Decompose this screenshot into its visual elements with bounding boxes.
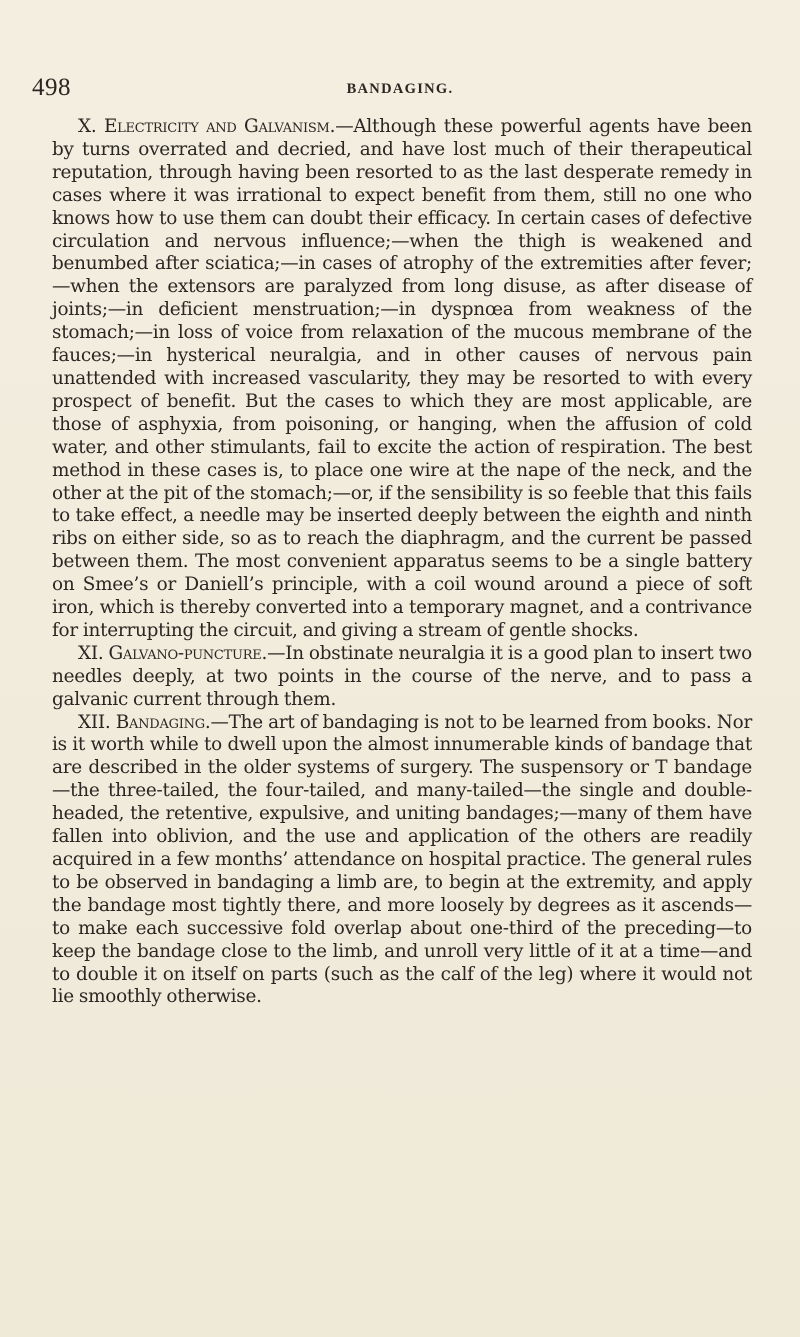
paragraph-text: —In obstinate neuralgia it is a good plan to insert two needles deeply, at two points in the course of the nerve, and to pass a galvanic current through them. (52, 642, 752, 710)
section-number: XI. (78, 642, 104, 664)
paragraph-electricity (52, 116, 752, 643)
section-number: XII. (78, 711, 111, 733)
section-heading: Electricity and Galvanism. (103, 116, 336, 137)
page-number: 498 (32, 74, 71, 101)
page-header (32, 74, 768, 104)
paragraph-text: —The art of bandaging is not to be learned from books. Nor is it worth while to dwell upon the almost innumerable kinds of bandage that are described in the older systems of surgery. The suspensory or T bandage—the three-tailed, the four-tailed, and many-tailed—the single and double-headed, the retentive, expulsive, and uniting bandages;—many of them have fallen into oblivion, and the use and application of the others are readily acquired in a few months’ attendance on hospital practice. The general rules to be observed in bandaging a limb are, to begin at the extremity, and apply the bandage most tightly there, and more loosely by degrees as it ascends—to make each successive fold overlap about one-third of the preceding—to keep the bandage close to the limb, and unroll very little of it at a time—and to double it on itself on parts (such as the calf of the leg) where it would not lie smoothly otherwise. (52, 711, 752, 1008)
paragraph-galvano-puncture (52, 643, 752, 712)
section-number: X. (78, 116, 97, 137)
section-heading: Bandaging. (115, 711, 211, 733)
paragraph-bandaging (52, 712, 752, 1010)
section-heading: Galvano-puncture. (108, 642, 268, 664)
paragraph-text: —Although these powerful agents have been by turns overrated and decried, and have lost much of their therapeutical reputation, through having been resorted to as the last desperate remedy in cases where it was irrational to expect benefit from them, still no one who knows how to use them can doubt their efficacy. In certain cases of defective circulation and nervous influence;—when the thigh is weakened and benumbed after sciatica;—in cases of atrophy of the extremities after fever;—when the extensors are paralyzed from long disuse, as after disease of joints;—in deficient menstruation;—in dyspnœa from weakness of the stomach;—in loss of voice from relaxation of the mucous membrane of the fauces;—in hysterical neuralgia, and in other causes of nervous pain unattended with increased vascularity, they may be resorted to with every prospect of benefit. But the cases to which they are most applicable, are those of asphyxia, from poisoning, or hanging, when the affusion of cold water, and other stimulants, fail to excite the action of respiration. The best method in these cases is, to place one wire at the nape of the neck, and the other at the pit of the stomach;—or, if the sensibility is so feeble that this fails to take effect, a needle may be inserted deeply between the eighth and ninth ribs on either side, so as to reach the diaphragm, and the current be passed between them. The most convenient apparatus seems to be a single battery on Smee’s or Daniell’s principle, with a coil wound around a piece of soft iron, which is thereby converted into a temporary magnet, and a contrivance for interrupting the circuit, and giving a stream of gentle shocks. (52, 116, 752, 641)
running-head: BANDAGING. (346, 81, 454, 97)
body-text (52, 116, 752, 1009)
